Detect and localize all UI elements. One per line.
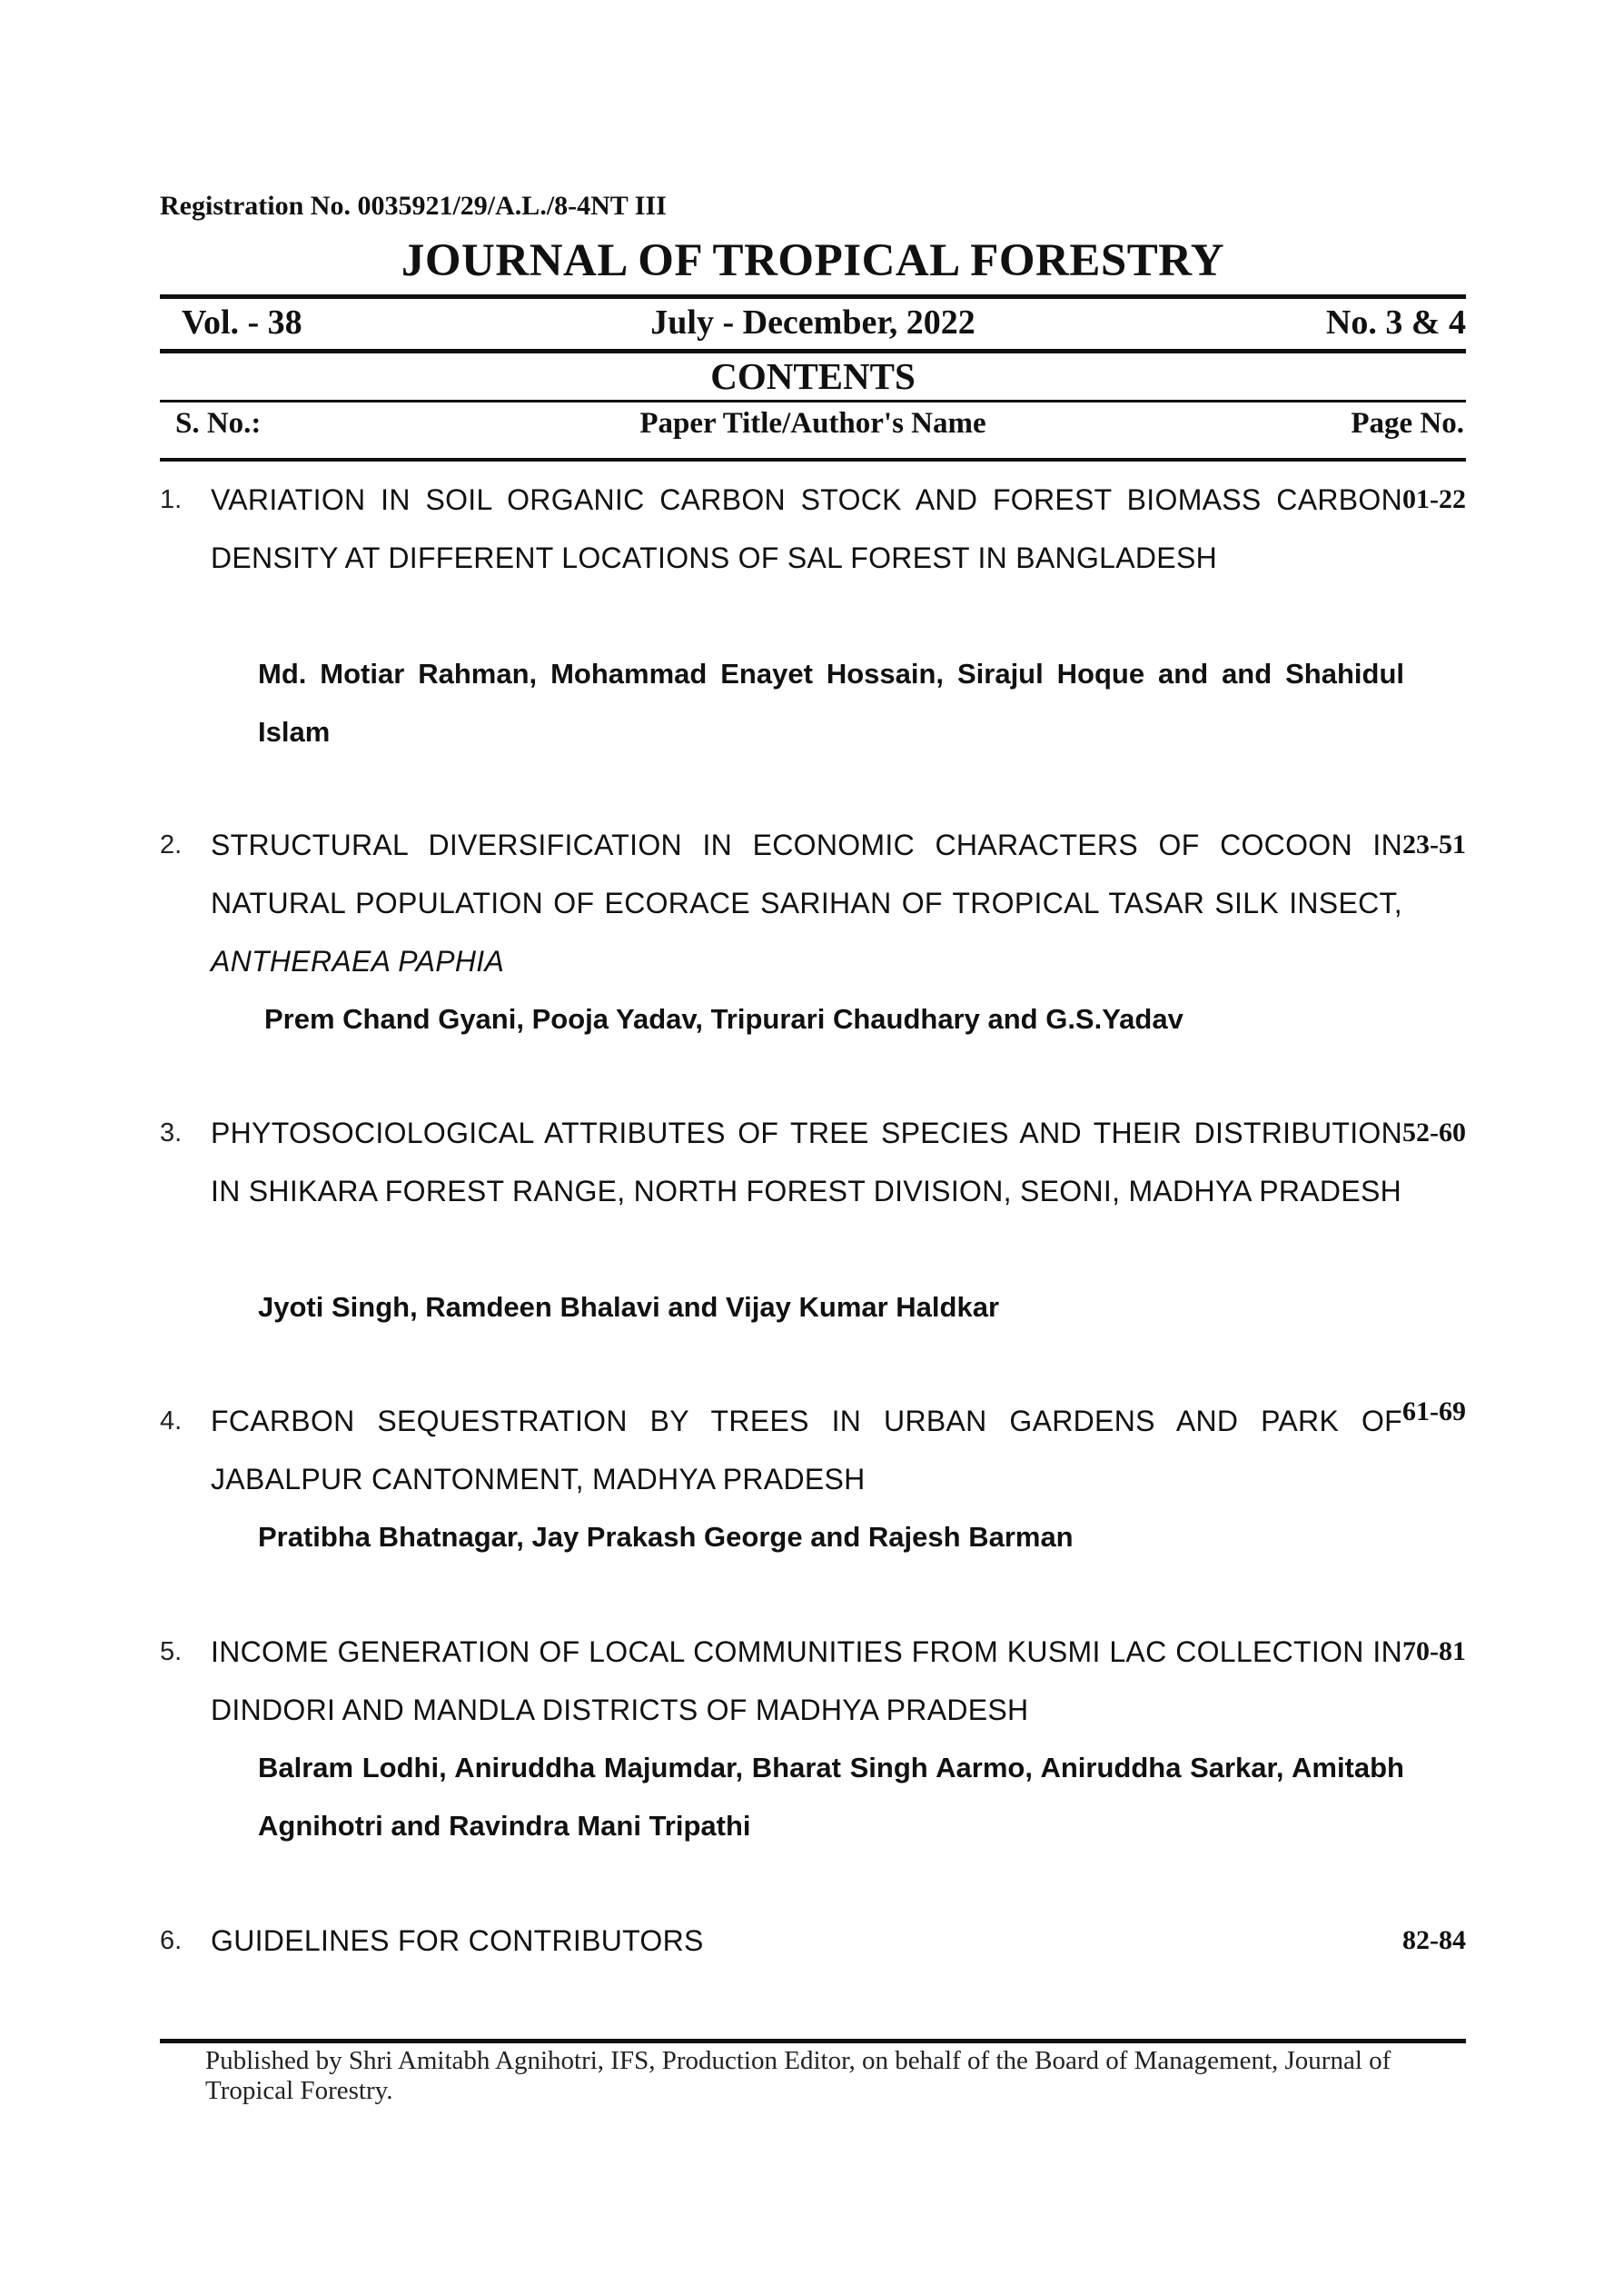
column-header-page: Page No. bbox=[1351, 407, 1464, 440]
entry-number: 2. bbox=[160, 830, 183, 859]
page-range: 01-22 bbox=[1402, 484, 1466, 514]
column-header-serial: S. No.: bbox=[175, 407, 262, 440]
column-header-title: Paper Title/Author's Name bbox=[639, 407, 986, 440]
author-names: Md. Motiar Rahman, Mohammad Enayet Hossain, Sirajul Hoque and and Shahidul Islam bbox=[258, 658, 1404, 748]
species-name: ANTHERAEA PAPHIA bbox=[211, 945, 505, 978]
page-range: 52-60 bbox=[1402, 1118, 1466, 1148]
entry-number: 4. bbox=[160, 1406, 183, 1436]
page-range: 23-51 bbox=[1402, 830, 1466, 859]
paper-title bbox=[211, 816, 1402, 990]
divider-top bbox=[160, 294, 1466, 299]
page-range: 61-69 bbox=[1402, 1396, 1466, 1426]
paper-title: INCOME GENERATION OF LOCAL COMMUNITIES FROM KUSMI LAC COLLECTION IN DINDORI AND MANDLA DISTRICTS OF MADHYA PRADESH bbox=[211, 1635, 1402, 1726]
contents-heading: CONTENTS bbox=[710, 355, 916, 397]
divider-footer bbox=[160, 2039, 1466, 2043]
entry-number: 5. bbox=[160, 1637, 183, 1666]
paper-title-text: STRUCTURAL DIVERSIFICATION IN ECONOMIC CHARACTERS OF COCOON IN NATURAL POPULATION OF ECORACE SARIHAN OF TROPICAL TASAR SILK INSECT, bbox=[211, 829, 1402, 919]
paper-title: FCARBON SEQUESTRATION BY TREES IN URBAN GARDENS AND PARK OF JABALPUR CANTONMENT, MADHYA PRADESH bbox=[211, 1405, 1402, 1495]
divider-contents bbox=[160, 400, 1466, 402]
registration-number: Registration No. 0035921/29/A.L./8-4NT III bbox=[160, 191, 667, 221]
author-names: Prem Chand Gyani, Pooja Yadav, Tripurari Chaudhary and G.S.Yadav bbox=[264, 1003, 1183, 1035]
paper-title: VARIATION IN SOIL ORGANIC CARBON STOCK AND FOREST BIOMASS CARBON DENSITY AT DIFFERENT LOCATIONS OF SAL FOREST IN BANGLADESH bbox=[211, 483, 1402, 574]
paper-title: GUIDELINES FOR CONTRIBUTORS bbox=[211, 1924, 704, 1957]
divider-issue bbox=[160, 349, 1466, 353]
author-names: Balram Lodhi, Aniruddha Majumdar, Bharat Singh Aarmo, Aniruddha Sarkar, Amitabh Agnihotri and Ravindra Mani Tripathi bbox=[258, 1752, 1404, 1842]
issue-number: No. 3 & 4 bbox=[1325, 303, 1466, 342]
publisher-note: Published by Shri Amitabh Agnihotri, IFS, Production Editor, on behalf of the Board of Management, Journal of Tropical Forestry. bbox=[205, 2046, 1391, 2105]
issue-date: July - December, 2022 bbox=[650, 303, 975, 342]
volume-label: Vol. - 38 bbox=[182, 303, 302, 342]
paper-title: PHYTOSOCIOLOGICAL ATTRIBUTES OF TREE SPECIES AND THEIR DISTRIBUTION IN SHIKARA FOREST RANGE, NORTH FOREST DIVISION, SEONI, MADHYA PRADESH bbox=[211, 1117, 1402, 1207]
page-range: 70-81 bbox=[1402, 1636, 1466, 1666]
journal-title: JOURNAL OF TROPICAL FORESTRY bbox=[401, 235, 1225, 286]
author-names: Jyoti Singh, Ramdeen Bhalavi and Vijay Kumar Haldkar bbox=[258, 1291, 1000, 1323]
page-range: 82-84 bbox=[1402, 1925, 1466, 1955]
divider-columns bbox=[160, 458, 1466, 462]
entry-number: 6. bbox=[160, 1926, 183, 1955]
entry-number: 3. bbox=[160, 1118, 183, 1148]
entry-number: 1. bbox=[160, 485, 183, 514]
author-names: Pratibha Bhatnagar, Jay Prakash George and Rajesh Barman bbox=[258, 1521, 1074, 1553]
